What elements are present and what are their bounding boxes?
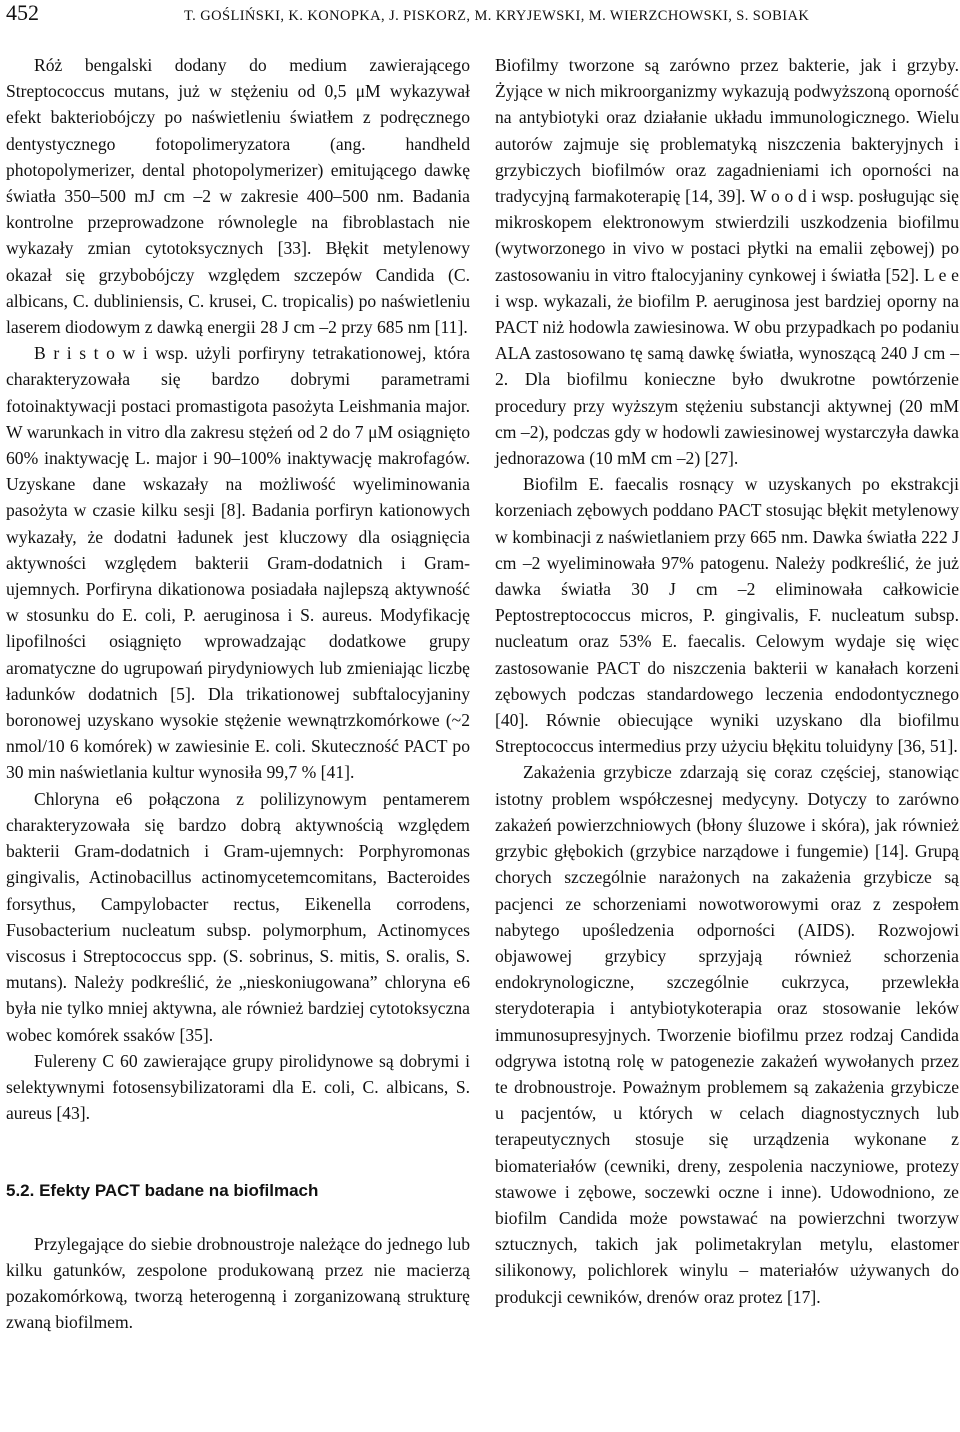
running-head-authors: T. GOŚLIŃSKI, K. KONOPKA, J. PISKORZ, M. KRYJEWSKI, M. WIERZCHOWSKI, S. SOBIAK [184,8,810,24]
paragraph: Przylegające do siebie drobnoustroje należące do jednego lub kilku gatunków, zespolone produkowaną przez nie macierzą pozakomórkową, tworzą heterogenną i zorganizowaną strukturę zwaną biofilmem. [6,1233,470,1333]
section-heading: 5.2. Efekty PACT badane na biofilmach [6,1181,319,1201]
running-head [6,0,954,30]
paragraph: Biofilm E. faecalis rosnący w uzyskanych po ekstrakcji korzeniach zębowych poddano PACT stosując błękit metylenowy w kombinacji z naświetlaniem przy 665 nm. Dawka światła 222 J cm –2 wyeliminowała 97% patogenu. Należy podkreślić, że już dawka światła 30 J cm –2 eliminowała całkowicie Peptostreptococcus micros, P. gingivalis, F. nucleatum subsp. nucleatum oraz 53% E. faecalis. Celowym wydaje się więc zastosowanie PACT do niszczenia bakterii w kanałach korzeni zębowych podczas standardowego leczenia endodontycznego [40]. Równie obiecujące wyniki uzyskano dla biofilmu Streptococcus intermedius przy użyciu błękitu toluidyny [36, 51]. [495,474,959,757]
paragraph: Chloryna e6 połączona z polilizynowym pentamerem charakteryzowała się bardzo dobrą aktywnością względem bakterii Gram-dodatnich i Gram-ujemnych: Porphyromonas gingivalis, Actinobacillus actinomycetemcomitans, Bacteroides forsythus, Campylobacter rectus, Eikenella corrodens, Fusobacterium nucleatum subsp. polymorphum, Actinomyces viscosus i Streptococcus spp. (S. sobrinus, S. mitis, S. oralis, S. mutans). Należy podkreślić, że „nieskoniugowana” chloryna e6 była nie tylko mniej aktywna, ale również bardziej cytotoksyczna wobec komórek ssaków [35]. [6,788,470,1045]
page-number: 452 [6,0,39,25]
left-column [6,52,470,1335]
paragraph: Róż bengalski dodany do medium zawierającego Streptococcus mutans, już w stężeniu od 0,5 μM wykazywał efekt bakteriobójczy po naświetleniu światłem z podręcznego dentystycznego fotopolimeryzatora (ang. handheld photopolymerizer, dental photopolymerizer) emitującego dawkę światła 350–500 mJ cm –2 w zakresie 400–500 nm. Badania kontrolne przeprowadzone równolegle na fibroblastach nie wykazały zmian cytotoksycznych [33]. Błękit metylenowy okazał się grzybobójczy względem szczepów Candida (C. albicans, C. dubliniensis, C. krusei, C. tropicalis) po naświetleniu laserem diodowym z dawką energii 28 J cm –2 przy 685 nm [11]. [6,55,470,338]
paragraph: Biofilmy tworzone są zarówno przez bakterie, jak i grzyby. Żyjące w nich mikroorganizmy wykazują podwyższoną oporność na antybiotyki oraz działanie układu immunologicznego. Wielu autorów zajmuje się problematyką niszczenia bakteryjnych i grzybiczych biofilmów oraz zagadnieniami ich oporności na tradycyjną farmakoterapię [14, 39]. W o o d i wsp. posługując się mikroskopem elektronowym stwierdzili uszkodzenia biofilmu (wytworzonego in vivo w postaci płytki na emalii zębowej) po zastosowaniu in vitro ftalocyjaniny cynkowej i światła [52]. L e e i wsp. wykazali, że biofilm P. aeruginosa jest bardziej oporny na PACT niż hodowla zawiesinowa. W obu przypadkach po podaniu ALA zastosowano tę samą dawkę światła, wynoszącą 240 J cm –2. Dla biofilmu konieczne było dwukrotne powtórzenie procedury przy wyższym stężeniu substancji aktywnej (20 mM cm –2), podczas gdy w hodowli zawiesinowej wystarczyła dawka jednorazowa (10 mM cm –2) [27]. [495,55,959,469]
paragraph: B r i s t o w i wsp. użyli porfiryny tetrakationowej, która charakteryzowała się bardzo dobrymi parametrami fotoinaktywacji postaci promastigota pasożyta Leishmania major. W warunkach in vitro dla zakresu stężeń od 2 do 7 μM osiągnięto 60% inaktywację L. major i 90–100% inaktywację makrofagów. Uzyskane dane wskazały na możliwość wyeliminowania pasożyta w czasie kilku sesji [8]. Badania porfiryn kationowych wykazały, że dodatni ładunek jest kluczowy dla osiągnięcia aktywności względem bakterii Gram-dodatnich i Gram-ujemnych. Porfiryna dikationowa posiadała najlepszą aktywność w stosunku do E. coli, P. aeruginosa i S. aureus. Modyfikację lipofilności osiągnięto wprowadzając dodatkowe grupy aromatyczne do ugrupowań pirydyniowych lub zmieniając liczbę ładunków dodatnich [5]. Dla trikationowej subftalocyjaniny boronowej uzyskano wysokie stężenie wewnątrzkomórkowe (~2 nmol/10 6 komórek) w zawiesinie E. coli. Skuteczność PACT po 30 min naświetlania kultur wynosiła 99,7 % [41]. [6,343,470,783]
right-column [495,52,959,1310]
paragraph: Fulereny C 60 zawierające grupy pirolidynowe są dobrymi i selektywnymi fotosensybilizatorami dla E. coli, C. albicans, S. aureus [43]. [6,1050,470,1124]
paragraph: Zakażenia grzybicze zdarzają się coraz częściej, stanowiąc istotny problem współczesnej medycyny. Dotyczy to zarówno zakażeń powierzchniowych (błony śluzowe i skóra), jak również grzybic głębokich (grzybice narządowe i fungemie) [14]. Grupą chorych szczególnie narażonych na zakażenia grzybicze są pacjenci ze schorzeniami nowotworowymi oraz z zespołem nabytego upośledzenia odporności (AIDS). Rozwojowi objawowej grzybicy sprzyjają również schorzenia endokrynologiczne, szczególnie cukrzyca, przewlekła sterydoterapia i antybiotykoterapia oraz stosowanie leków immunosupresyjnych. Tworzenie biofilmu przez rodzaj Candida odgrywa istotną rolę w patogenezie zakażeń wywołanych przez te drobnoustroje. Poważnym problemem są zakażenia grzybicze u pacjentów, u których w celach diagnostycznych lub terapeutycznych stosuje się urządzenia wykonane z biomateriałów (cewniki, dreny, zespolenia naczyniowe, protezy stawowe i zębowe, soczewki oczne i inne). Udowodniono, ze biofilm Candida może powstawać na powierzchni tworzyw sztucznych, takich jak polimetakrylan metylu, elastomer silikonowy, polichlorek winylu – materiałów używanych do produkcji cewników, drenów oraz protez [17]. [495,762,959,1307]
